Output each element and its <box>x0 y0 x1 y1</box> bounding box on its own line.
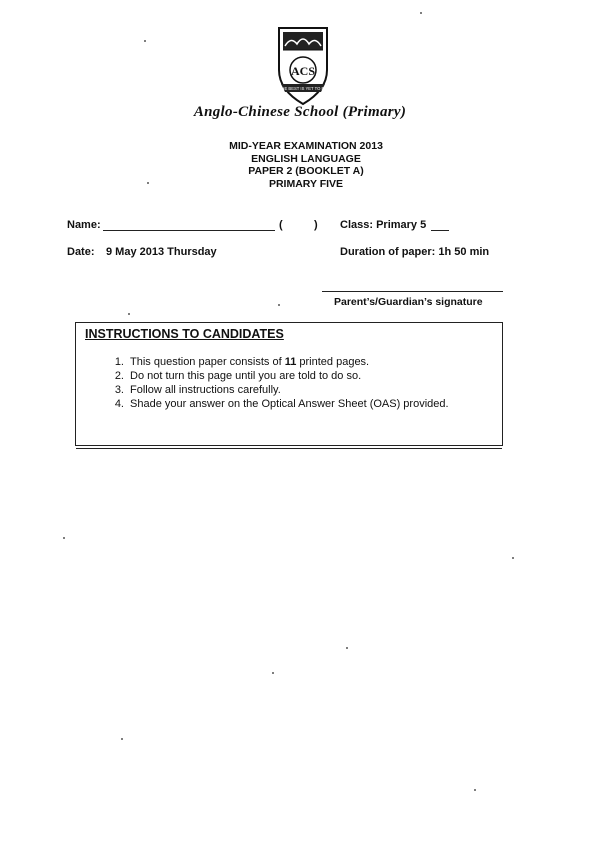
item-text: Do not turn this page until you are told to do so. <box>130 370 362 382</box>
page-count: 11 <box>284 356 297 368</box>
list-item <box>106 383 449 397</box>
scan-speck <box>272 672 274 674</box>
exam-title: MID-YEAR EXAMINATION 2013 <box>229 140 383 152</box>
item-text <box>130 355 369 369</box>
item-text: Follow all instructions carefully. <box>130 384 281 396</box>
list-item <box>106 355 449 369</box>
item-number: 2. <box>114 370 124 382</box>
scan-speck <box>121 738 123 740</box>
scan-speck <box>512 557 514 559</box>
item-text: Shade your answer on the Optical Answer Sheet (OAS) provided. <box>130 398 449 410</box>
item-text-post: printed pages. <box>296 356 370 368</box>
date-value: 9 May 2013 Thursday <box>106 246 217 258</box>
register-paren-open: ( <box>279 219 283 231</box>
name-blank[interactable] <box>103 230 275 231</box>
paper: PAPER 2 (BOOKLET A) <box>248 165 364 177</box>
register-paren-close: ) <box>314 219 318 231</box>
scan-speck <box>346 647 348 649</box>
signature-line[interactable] <box>322 291 503 292</box>
svg-text:THE BEST IS YET TO BE: THE BEST IS YET TO BE <box>278 86 328 91</box>
subject: ENGLISH LANGUAGE <box>251 152 361 165</box>
item-number: 1. <box>114 356 124 368</box>
scan-speck <box>144 40 146 42</box>
svg-text:ACS: ACS <box>290 64 316 78</box>
school-crest-logo <box>275 24 331 108</box>
instructions-list <box>106 355 449 411</box>
name-label: Name: <box>67 219 101 231</box>
signature-label: Parent’s/Guardian’s signature <box>334 296 483 308</box>
scan-speck <box>147 182 149 184</box>
level: PRIMARY FIVE <box>268 177 344 190</box>
date-label: Date: <box>67 246 95 258</box>
class-blank[interactable] <box>431 230 449 231</box>
item-text-pre: This question paper consists of <box>130 356 285 368</box>
duration: Duration of paper: 1h 50 min <box>340 246 490 258</box>
scan-speck <box>278 304 280 306</box>
scan-speck <box>128 313 130 315</box>
list-item <box>106 369 449 383</box>
exam-titles <box>0 140 600 190</box>
scan-speck <box>420 12 422 14</box>
instructions-box <box>75 322 503 446</box>
school-name: Anglo-Chinese School (Primary) <box>193 104 407 120</box>
item-number: 4. <box>114 398 124 410</box>
instructions-title: INSTRUCTIONS TO CANDIDATES <box>85 327 284 341</box>
scan-speck <box>63 537 65 539</box>
class-label: Class: Primary 5 <box>340 219 427 231</box>
list-item <box>106 397 449 411</box>
item-number: 3. <box>114 384 124 396</box>
scan-speck <box>474 789 476 791</box>
